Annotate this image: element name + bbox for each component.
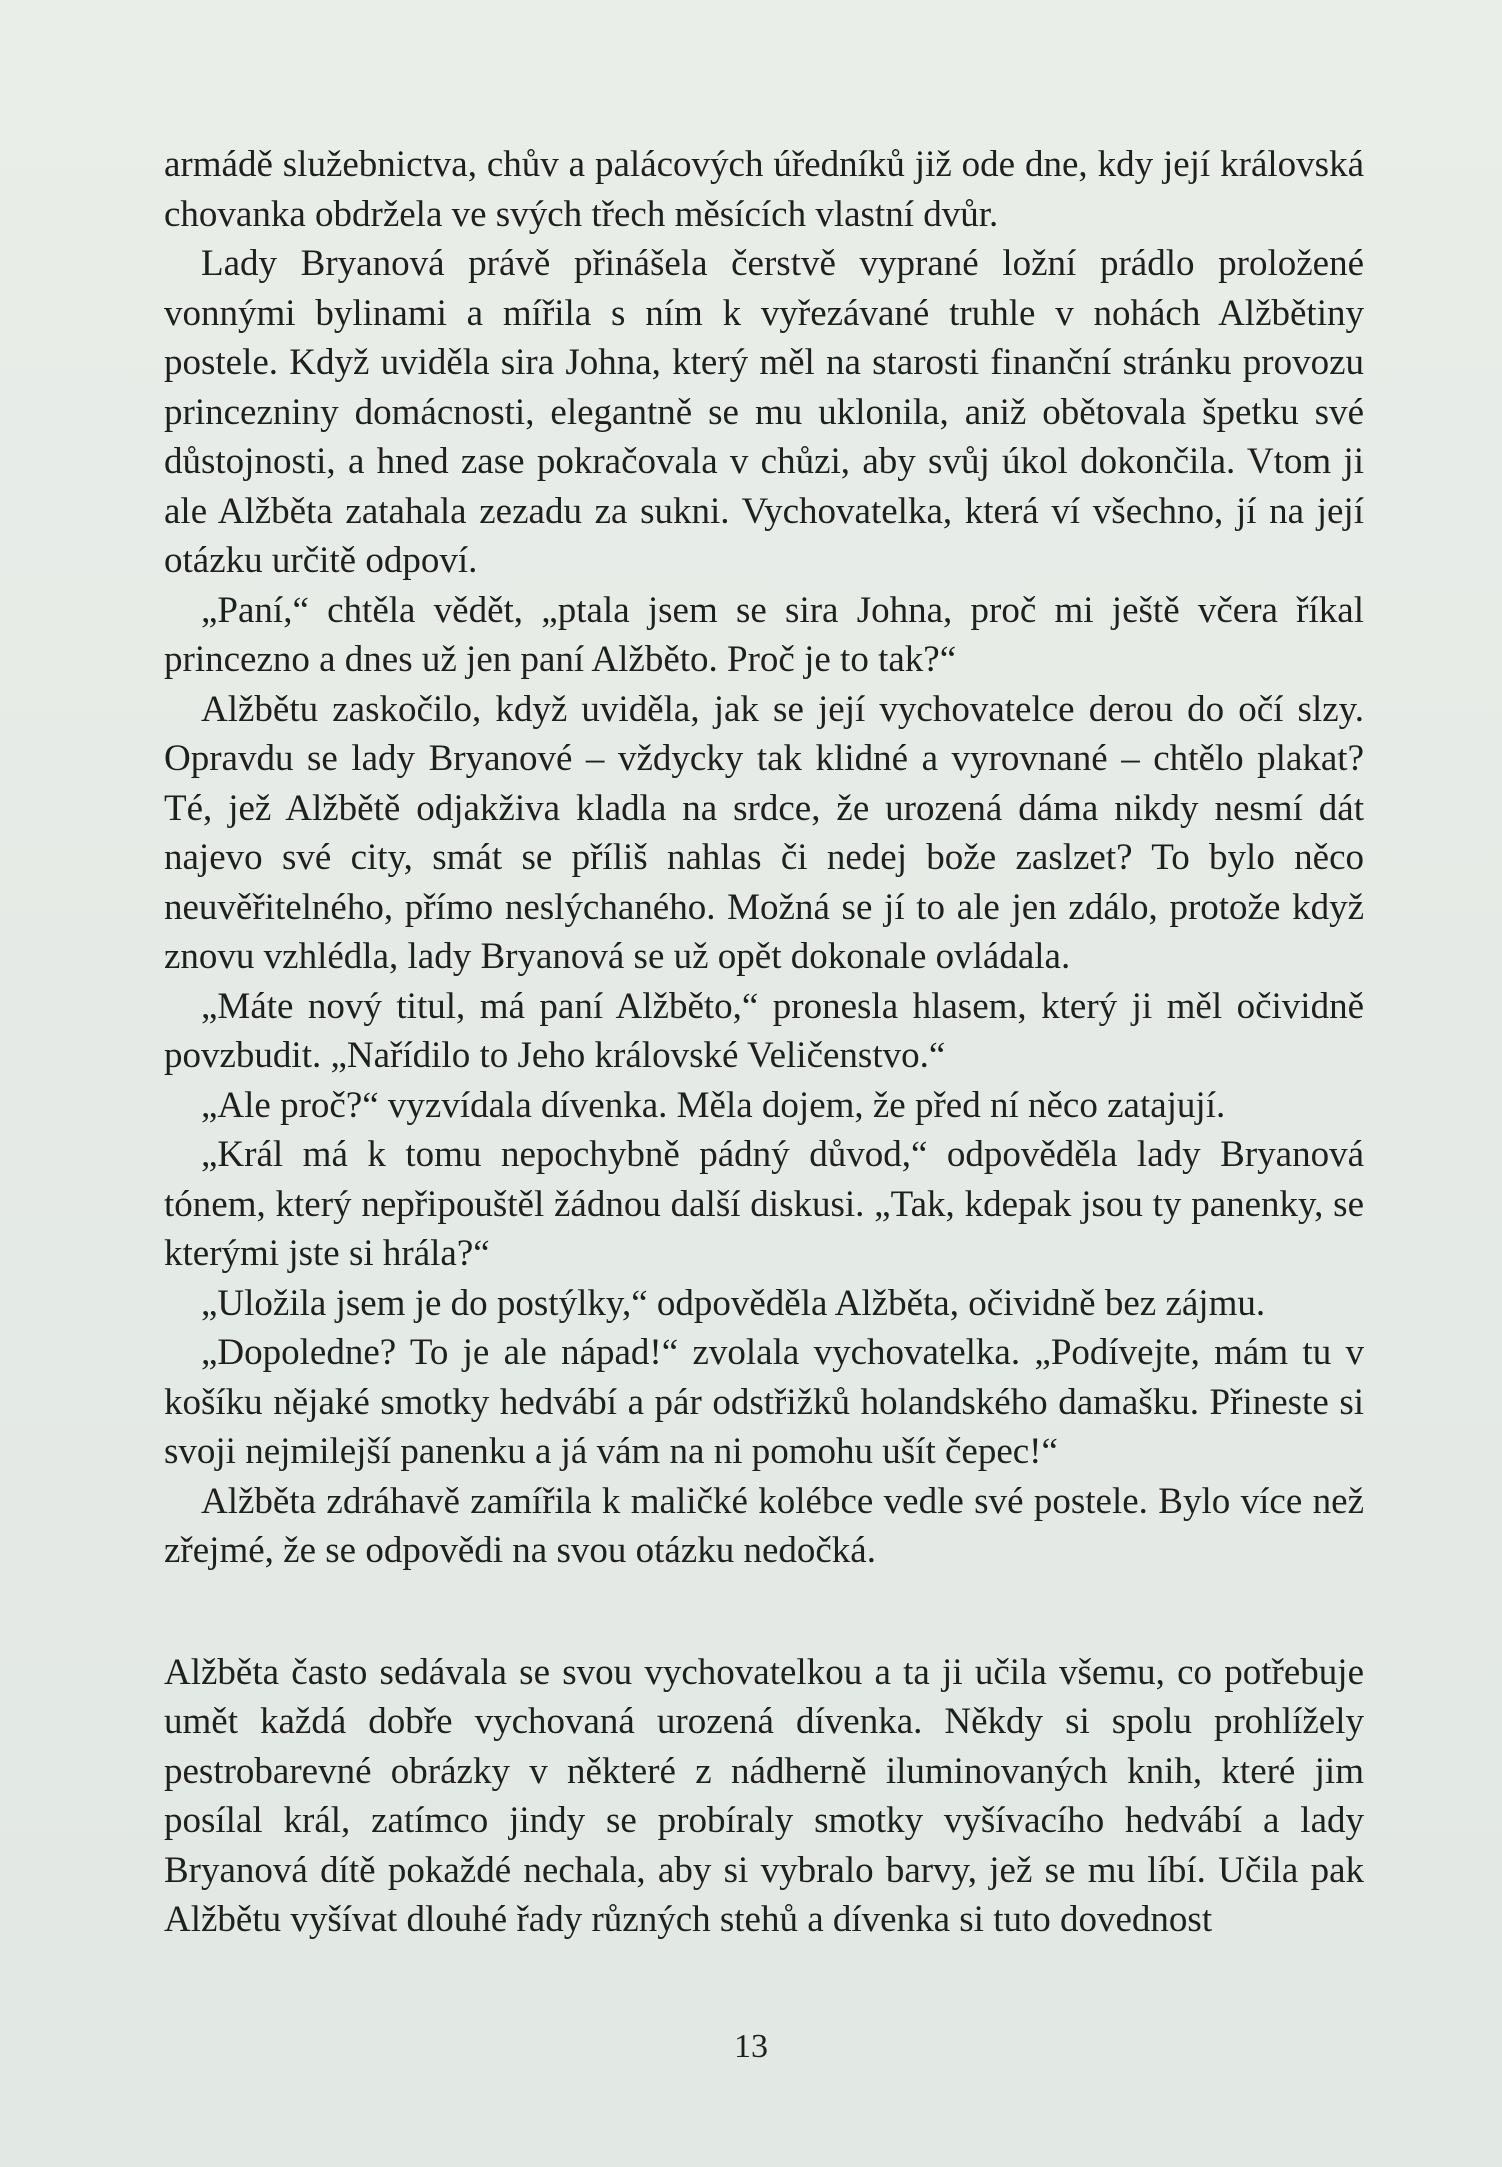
paragraph-2: Lady Bryanová právě přinášela čerstvě vyprané ložní prádlo proložené vonnými bylinami a mířila s ním k vyřezávané truhle v nohách Alžbětiny postele. Když uviděla sira Johna, který měl na starosti finanční stránku provozu princezniny domácnosti, elegantně se mu uklonila, aniž obětovala špetku své důstojnosti, a hned zase pokračovala v chůzi, aby svůj úkol dokončila. Vtom ji ale Alžběta zatahala zezadu za sukni. Vychovatelka, která ví všechno, jí na její otázku určitě odpoví. (164, 243, 1364, 581)
paragraph-6: „Ale proč?“ vyzvídala dívenka. Měla dojem, že před ní něco zatajují. (201, 1084, 1226, 1126)
paragraph-7: „Král má k tomu nepochybně pádný důvod,“ odpověděla lady Bryanová tónem, který nepřipouštěl žádnou další diskusi. „Tak, kdepak jsou ty panenky, se kterými jste si hrála?“ (164, 1134, 1364, 1274)
body-text (164, 140, 1364, 1945)
page-number: 13 (734, 2028, 768, 2065)
paragraph-5: „Máte nový titul, má paní Alžběto,“ pronesla hlasem, který ji měl očividně povzbudit. „Nařídilo to Jeho královské Veličenstvo.“ (164, 985, 1364, 1076)
paragraph-1: armádě služebnictva, chův a palácových úředníků již ode dne, kdy její královská chovanka obdržela ve svých třech měsících vlastní dvůr. (164, 144, 1364, 235)
paragraph-11: Alžběta často sedávala se svou vychovatelkou a ta ji učila všemu, co potřebuje umět každá dobře vychovaná urozená dívenka. Někdy si spolu prohlížely pestrobarevné obrázky v některé z nádherně iluminovaných knih, které jim posílal král, zatímco jindy se probíraly smotky vyšívacího hedvábí a lady Bryanová dítě pokaždé nechala, aby si vybralo barvy, jež se mu líbí. Učila pak Alžbětu vyšívat dlouhé řady různých stehů a dívenka si tuto dovednost (164, 1651, 1364, 1940)
paragraph-10: Alžběta zdráhavě zamířila k maličké kolébce vedle své postele. Bylo více než zřejmé, že se odpovědi na svou otázku nedočká. (164, 1480, 1364, 1571)
paragraph-4: Alžbětu zaskočilo, když uviděla, jak se její vychovatelce derou do očí slzy. Opravdu se lady Bryanové – vždycky tak klidné a vyrovnané – chtělo plakat? Té, jež Alžbětě odjakživa kladla na srdce, že urozená dáma nikdy nesmí dát najevo své city, smát se příliš nahlas či nedej bože zaslzet? To bylo něco neuvěřitelného, přímo neslýchaného. Možná se jí to ale jen zdálo, protože když znovu vzhlédla, lady Bryanová se už opět dokonale ovládala. (164, 688, 1364, 977)
paragraph-3: „Paní,“ chtěla vědět, „ptala jsem se sira Johna, proč mi ještě včera říkal princezno a dnes už jen paní Alžběto. Proč je to tak?“ (164, 589, 1364, 680)
paragraph-9: „Dopoledne? To je ale nápad!“ zvolala vychovatelka. „Podívejte, mám tu v košíku nějaké smotky hedvábí a pár odstřižků holandského damašku. Přineste si svoji nejmilejší panenku a já vám na ni pomohu ušít čepec!“ (164, 1332, 1364, 1472)
paragraph-8: „Uložila jsem je do postýlky,“ odpověděla Alžběta, očividně bez zájmu. (201, 1282, 1266, 1324)
